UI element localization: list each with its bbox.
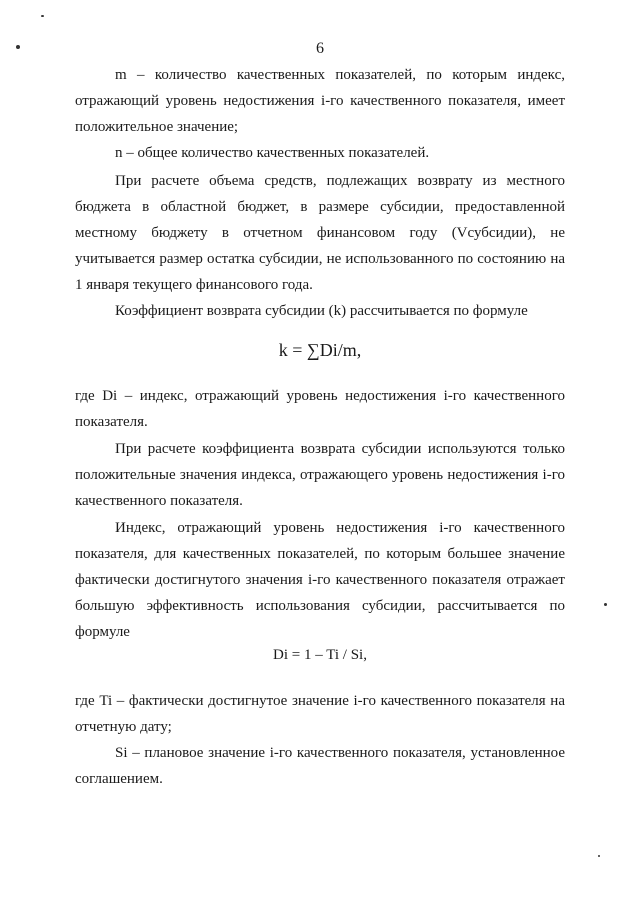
paragraph-si-definition: Si – плановое значение i-го качественного показателя, установленное соглашением. — [75, 745, 565, 787]
page-number: 6 — [316, 40, 324, 57]
paragraph-m-definition: m – количество качественных показателей, по которым индекс, отражающий уровень недостижения i-го качественного показателя, имеет положительное значение; — [75, 67, 565, 135]
paragraph-ti-definition: где Ti – фактически достигнутое значение i-го качественного показателя на отчетную дату; — [75, 693, 565, 735]
formula-k: k = ∑Di/m, — [278, 340, 362, 360]
scan-speck — [598, 855, 600, 857]
paragraph-index-formula-intro: Индекс, отражающий уровень недостижения i-го качественного показателя, для качественных показателей, по которым большее значение фактически достигнутого значения i-го качественного показателя отражает большую эффективность использования субсидии, рассчитывается по формуле — [75, 520, 565, 640]
paragraph-n-definition: n – общее количество качественных показателей. — [115, 145, 430, 161]
paragraph-refund-volume: При расчете объема средств, подлежащих возврату из местного бюджета в областной бюджет, в размере субсидии, предоставленной местному бюджету в отчетном финансовом году (Vсубсидии), не учитывается размер остатка субсидии, не использованного по состоянию на 1 января текущего финансового года. — [75, 173, 565, 293]
paragraph-positive-values: При расчете коэффициента возврата субсидии используются только положительные значения индекса, отражающего уровень недостижения i-го качественного показателя. — [75, 441, 565, 509]
scan-speck — [16, 45, 20, 49]
formula-di: Di = 1 – Ti / Si, — [273, 647, 367, 663]
paragraph-coefficient-intro: Коэффициент возврата субсидии (k) рассчитывается по формуле — [115, 303, 528, 319]
scan-speck — [41, 15, 44, 17]
scan-speck — [604, 603, 607, 606]
paragraph-di-definition: где Di – индекс, отражающий уровень недостижения i-го качественного показателя. — [75, 388, 565, 430]
